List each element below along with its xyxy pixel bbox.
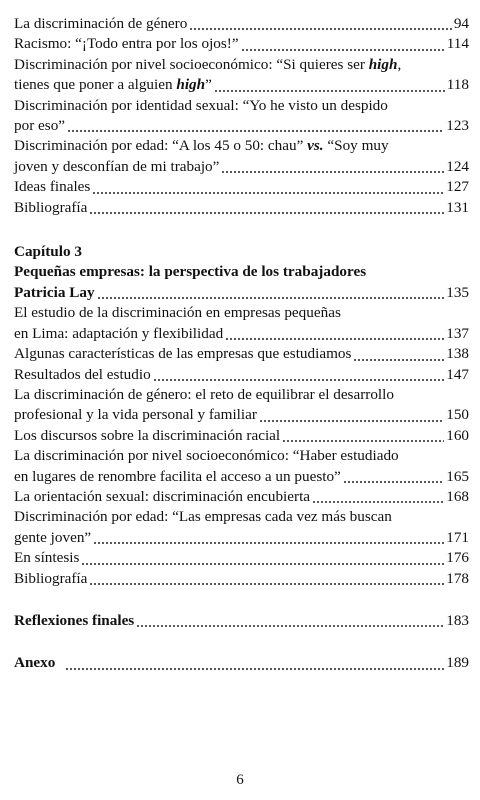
toc-entry-row: [14, 177, 469, 197]
toc-entry-title: gente joven”: [14, 528, 92, 546]
page-number: 94: [453, 15, 469, 32]
toc-entry-row: [14, 365, 469, 385]
toc-entry-row: [14, 548, 469, 568]
toc-entry-row: [14, 157, 469, 177]
toc-entry-row: [14, 528, 469, 548]
toc-entry-row: [14, 487, 469, 507]
toc-entry-title: En síntesis: [14, 549, 80, 567]
toc-entry: [14, 548, 469, 568]
dot-leader: [153, 379, 445, 381]
toc-entry-title: Ideas finales: [14, 178, 91, 196]
toc-entry-title: en Lima: adaptación y flexibilidad: [14, 324, 224, 342]
toc-entry: [14, 385, 469, 426]
dot-leader: [282, 440, 444, 442]
toc-entry-title: por eso”: [14, 117, 66, 135]
page-number: 183: [446, 611, 469, 629]
dot-leader: [221, 171, 444, 173]
toc-section-chapter-3: [14, 303, 469, 589]
dot-leader: [89, 212, 444, 214]
toc-entry-title: La orientación sexual: discriminación encubierta: [14, 487, 311, 505]
dot-leader: [81, 563, 444, 565]
chapter-3-heading: [14, 242, 469, 303]
page-number: 124: [446, 157, 469, 175]
page-number: 165: [446, 467, 469, 485]
dot-leader: [312, 501, 444, 503]
toc-entry: [14, 303, 469, 344]
page-number: 176: [446, 549, 469, 567]
toc-entry-title: Bibliografía: [14, 198, 88, 216]
page-number: 131: [446, 198, 469, 216]
reflexiones-title: Reflexiones finales: [14, 611, 135, 629]
toc-entry-line: La discriminación de género: el reto de equilibrar el desarrollo: [14, 385, 394, 403]
toc-entry: [14, 487, 469, 507]
toc-entry-row: [14, 344, 469, 364]
page-number: 135: [446, 283, 469, 301]
toc-entry-row: [14, 116, 469, 136]
dot-leader: [214, 90, 445, 92]
page-number: 160: [446, 426, 469, 444]
dot-leader: [92, 192, 444, 194]
page-number: 138: [446, 345, 469, 363]
page-number: 178: [446, 569, 469, 587]
dot-leader: [97, 297, 445, 299]
toc-entry-line: El estudio de la discriminación en empresas pequeñas: [14, 304, 341, 322]
toc-entry-title: La discriminación de género: [14, 15, 188, 32]
page-number: 147: [446, 365, 469, 383]
dot-leader: [93, 542, 444, 544]
dot-leader: [241, 49, 445, 51]
page-number: 127: [446, 178, 469, 196]
toc-entry: [14, 426, 469, 446]
page-number: 171: [446, 528, 469, 546]
dot-leader: [189, 28, 451, 30]
dot-leader: [136, 625, 444, 627]
toc-entry-line: Discriminación por edad: “Las empresas cada vez más buscan: [14, 508, 392, 526]
chapter-title: Pequeñas empresas: la perspectiva de los trabajadores: [14, 263, 367, 281]
reflexiones-entry: [14, 611, 469, 631]
dot-leader: [225, 338, 444, 340]
toc-entry: [14, 446, 469, 487]
toc-entry: [14, 177, 469, 197]
toc-entry-line: Discriminación por identidad sexual: “Yo he visto un despido: [14, 96, 388, 114]
anexo-title: Anexo: [14, 654, 56, 672]
toc-entry-row: [14, 34, 469, 54]
toc-entry-row: [14, 467, 469, 487]
table-of-contents: [14, 14, 469, 674]
toc-entry-line: Discriminación por nivel socioeconómico: “Si quieres ser high,: [14, 55, 402, 73]
toc-entry-title: profesional y la vida personal y familiar: [14, 406, 257, 424]
page-number: 150: [446, 406, 469, 424]
toc-entry-row: [14, 14, 469, 34]
toc-entry: [14, 34, 469, 54]
toc-entry: [14, 55, 469, 96]
toc-section-chapter-2: [14, 14, 469, 218]
chapter-author: Patricia Lay: [14, 283, 95, 301]
page-number: 123: [446, 117, 469, 135]
chapter-author-entry: [14, 283, 469, 303]
toc-entry-title: Bibliografía: [14, 569, 88, 587]
toc-entry-title: Los discursos sobre la discriminación racial: [14, 426, 281, 444]
toc-entry-title: Racismo: “¡Todo entra por los ojos!”: [14, 35, 239, 53]
page-number: 118: [446, 76, 469, 94]
toc-entry: [14, 198, 469, 218]
dot-leader: [353, 359, 444, 361]
toc-entry-row: [14, 569, 469, 589]
toc-entry: [14, 507, 469, 548]
toc-entry-row: [14, 198, 469, 218]
toc-entry-row: [14, 324, 469, 344]
page-number: 114: [446, 35, 469, 53]
toc-entry: [14, 14, 469, 34]
page-number: 189: [446, 654, 469, 672]
toc-entry-row: [14, 426, 469, 446]
anexo-entry: [14, 653, 469, 673]
toc-entry-title: Algunas características de las empresas que estudiamos: [14, 345, 352, 363]
toc-entry: [14, 344, 469, 364]
folio-page-number: 6: [236, 772, 244, 788]
toc-entry-line: Discriminación por edad: “A los 45 o 50: chau” vs. “Soy muy: [14, 137, 389, 155]
dot-leader: [65, 668, 444, 670]
toc-entry: [14, 96, 469, 137]
toc-entry: [14, 569, 469, 589]
toc-entry-title: Resultados del estudio: [14, 365, 151, 383]
page-number: 137: [446, 324, 469, 342]
dot-leader: [259, 420, 444, 422]
toc-entry-line: La discriminación por nivel socioeconómico: “Haber estudiado: [14, 447, 399, 465]
page-number: 168: [446, 487, 469, 505]
dot-leader: [67, 130, 444, 132]
toc-entry-row: [14, 75, 469, 95]
toc-entry-title: joven y desconfían de mi trabajo”: [14, 157, 220, 175]
toc-entry: [14, 365, 469, 385]
dot-leader: [343, 481, 444, 483]
dot-leader: [89, 583, 444, 585]
toc-entry-title: en lugares de renombre facilita el acceso a un puesto”: [14, 467, 341, 485]
toc-entry-row: [14, 405, 469, 425]
toc-entry: [14, 136, 469, 177]
toc-entry-title: tienes que poner a alguien high”: [14, 76, 212, 94]
chapter-label: Capítulo 3: [14, 243, 82, 261]
